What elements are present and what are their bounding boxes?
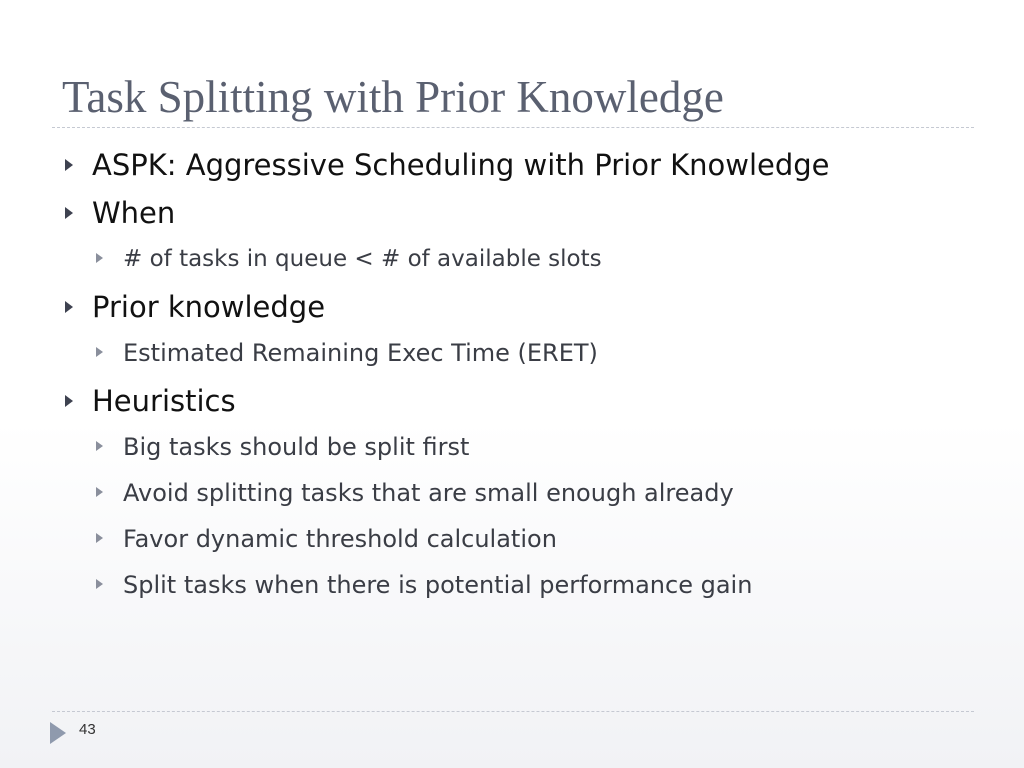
- bullet-item: [64, 191, 964, 239]
- slide-title: Task Splitting with Prior Knowledge: [62, 72, 724, 122]
- sub-bullet-item: [64, 565, 964, 611]
- triangle-bullet-icon: [96, 533, 103, 543]
- sub-bullet-item: [64, 427, 964, 473]
- slide-number: 43: [79, 721, 96, 738]
- triangle-bullet-icon: [96, 441, 103, 451]
- bullet-list: [64, 143, 964, 611]
- triangle-bullet-icon: [65, 395, 73, 407]
- sub-bullet-text: Avoid splitting tasks that are small enough already: [123, 479, 734, 507]
- triangle-bullet-icon: [96, 347, 103, 357]
- triangle-bullet-icon: [96, 579, 103, 589]
- triangle-bullet-icon: [65, 301, 73, 313]
- bullet-text: Prior knowledge: [92, 290, 326, 324]
- sub-bullet-text: Estimated Remaining Exec Time (ERET): [123, 339, 598, 367]
- bullet-item: [64, 143, 964, 191]
- sub-bullet-item: [64, 519, 964, 565]
- sub-bullet-text: Favor dynamic threshold calculation: [123, 525, 557, 553]
- bullet-item: [64, 285, 964, 333]
- triangle-bullet-icon: [65, 159, 73, 171]
- bullet-text: When: [92, 196, 176, 230]
- footer-divider: [52, 711, 974, 712]
- triangle-bullet-icon: [65, 207, 73, 219]
- sub-bullet-item: [64, 333, 964, 379]
- title-divider: [52, 127, 974, 128]
- triangle-bullet-icon: [96, 253, 103, 263]
- triangle-bullet-icon: [96, 487, 103, 497]
- footer-arrow-icon: [50, 722, 66, 744]
- sub-bullet-text: Big tasks should be split first: [123, 433, 470, 461]
- bullet-text: ASPK: Aggressive Scheduling with Prior Knowledge: [92, 148, 830, 182]
- sub-bullet-text: Split tasks when there is potential performance gain: [123, 571, 753, 599]
- sub-bullet-item: [64, 473, 964, 519]
- sub-bullet-text: # of tasks in queue < # of available slots: [123, 246, 602, 272]
- bullet-item: [64, 379, 964, 427]
- sub-bullet-item: [64, 239, 964, 285]
- bullet-text: Heuristics: [92, 384, 236, 418]
